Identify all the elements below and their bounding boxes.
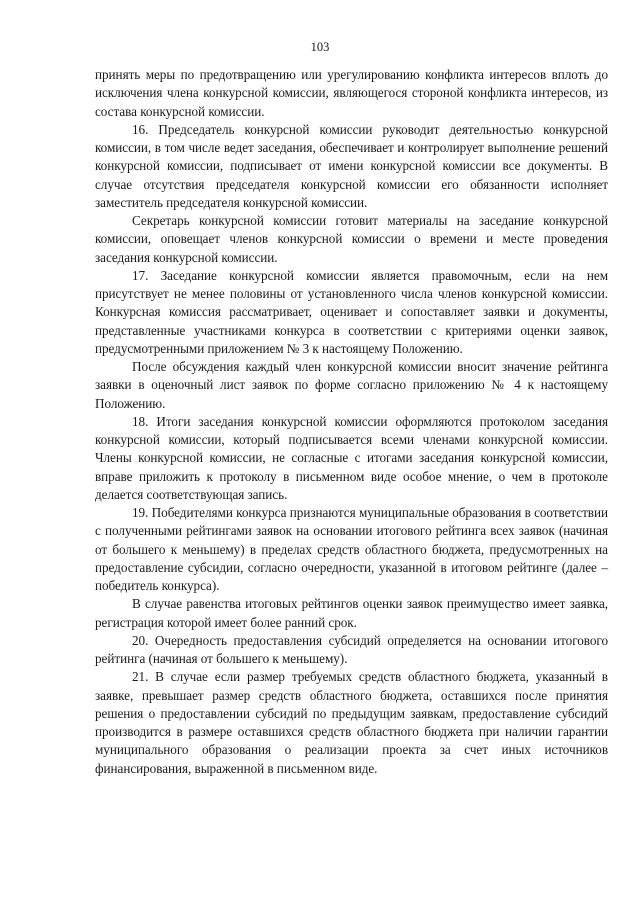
paragraph-20-order: 20. Очередность предоставления субсидий определяется на основании итогового рейтинга (начиная от большего к меньшему).: [95, 632, 608, 666]
page-number: 103: [310, 40, 330, 54]
paragraph-conflict-of-interest-continuation: принять меры по предотвращению или урегулированию конфликта интересов вплоть до исключения члена конкурсной комиссии, являющегося стороной конфликта интересов, из состава конкурсной комиссии.: [95, 67, 608, 119]
paragraph-16-chairman: 16. Председатель конкурсной комиссии руководит деятельностью конкурсной комиссии, в том числе ведет заседания, обеспечивает и контролирует выполнение решений конкурсной комиссии, подписывает от имени конкурсной комиссии все документы. В случае отсутствия председателя конкурсной комиссии его обязанности исполняет заместитель председателя конкурсной комиссии.: [95, 121, 608, 210]
paragraph-equal-ratings: В случае равенства итоговых рейтингов оценки заявок преимущество имеет заявка, регистрация которой имеет более ранний срок.: [95, 596, 608, 630]
paragraph-secretary: Секретарь конкурсной комиссии готовит материалы на заседание конкурсной комиссии, оповещает членов конкурсной комиссии о времени и месте проведения заседания конкурсной комиссии.: [95, 213, 608, 265]
paragraph-18-protocol: 18. Итоги заседания конкурсной комиссии оформляются протоколом заседания конкурсной комиссии, который подписывается всеми членами конкурсной комиссии. Члены конкурсной комиссии, не согласные с итогами заседания конкурсной комиссии, вправе приложить к протоколу в письменном виде особое мнение, о чем в протоколе делается соответствующая запись.: [95, 413, 608, 502]
document-body: [95, 66, 608, 778]
paragraph-17-quorum: 17. Заседание конкурсной комиссии является правомочным, если на нем присутствует не менее половины от установленного числа членов конкурсной комиссии. Конкурсная комиссия рассматривает, оценивает и сопоставляет заявки и документы, представленные участниками конкурса в соответствии с критериями оценки заявок, предусмотренными приложением № 3 к настоящему Положению.: [95, 267, 608, 356]
paragraph-19-winners: 19. Победителями конкурса признаются муниципальные образования в соответствии с полученными рейтингами заявок на основании итогового рейтинга всех заявок (начиная от большего к меньшему) в пределах средств областного бюджета, предусмотренных на предоставление субсидии, согласно очередности, указанной в итоговом рейтинге (далее – победитель конкурса).: [95, 505, 608, 593]
paragraph-rating-entry: После обсуждения каждый член конкурсной комиссии вносит значение рейтинга заявки в оценочный лист заявок по форме согласно приложению № 4 к настоящему Положению.: [95, 359, 608, 411]
paragraph-21-remaining-funds: 21. В случае если размер требуемых средств областного бюджета, указанный в заявке, превышает размер средств областного бюджета, оставшихся после принятия решения о предоставлении субсидий по предыдущим заявкам, предоставление субсидий производится в размере оставшихся средств областного бюджета при наличии гарантии муниципального образования о реализации проекта за счет иных источников финансирования, выраженной в письменном виде.: [95, 669, 608, 776]
